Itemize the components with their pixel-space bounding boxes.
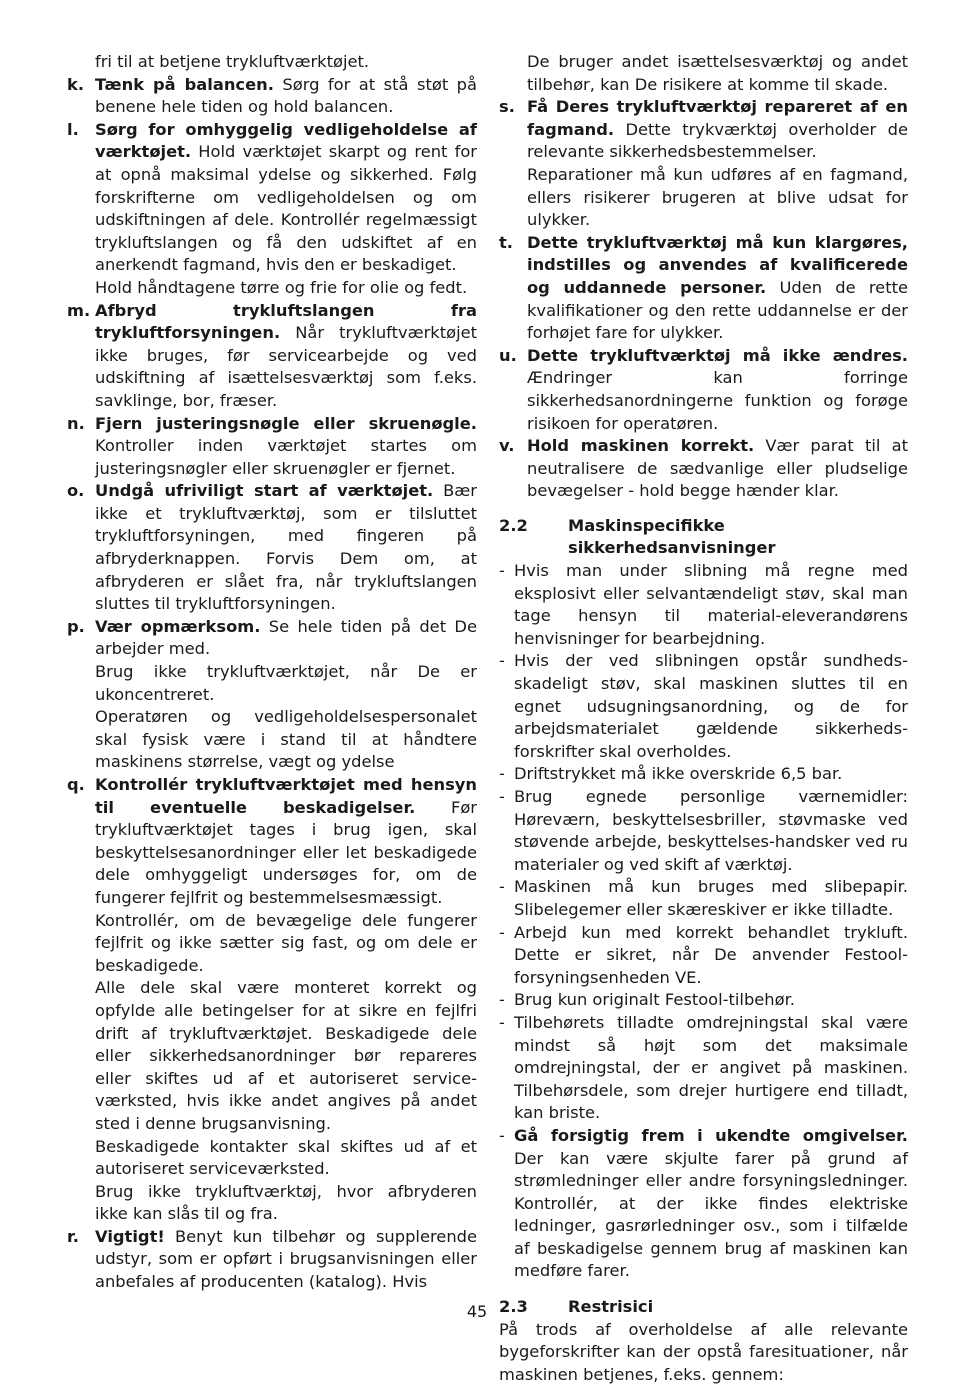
item-paragraph — [95, 1136, 477, 1181]
intro-text: fri til at betjene trykluftværktøjet. — [95, 52, 370, 71]
bullet-lead: Gå forsigtig frem i ukendte omgivelser. — [514, 1125, 908, 1145]
dash-marker: - — [499, 1125, 505, 1145]
section-number: 2.3 — [499, 1297, 528, 1317]
item-label: p. — [67, 616, 85, 636]
item-paragraph — [95, 119, 477, 277]
bullet-text: Hvis man under slibning må regne med eksplosivt eller selvantændeligt støv, skal man tage hensyn til material-eleverandørens henvisninger for bearbejdning. — [514, 561, 908, 648]
right-intro — [499, 51, 908, 96]
left-item-list — [67, 74, 477, 1294]
item-text: Se hele tiden på det De arbejder med. — [95, 616, 477, 659]
item-label: n. — [67, 413, 85, 433]
bullet-item — [499, 876, 908, 921]
item-lead: Få Deres trykluftværktøj repareret af en fagmand. — [527, 97, 908, 139]
dash-marker: - — [499, 990, 505, 1010]
section-title: Maskinspecifikke sikkerhedsanvisninger — [568, 515, 776, 558]
item-label: q. — [67, 775, 85, 794]
item-paragraph — [527, 232, 908, 345]
item-text: Hold værktøjet skarpt og rent for at opnå maksimal ydelse og sikkerhed. Følg forskrifterne om vedligeholdelsen og om udskiftningen af dele. Kontrollér regelmæssigt trykluftslangen og få den udskiftet af en anerkendt fagmand, hvis den er beskadiget. — [95, 142, 477, 275]
section-text: På trods af overholdelse af alle relevante bygeforskrifter kan der opstå faresituationer, når maskinen betjenes, f.eks. gennem: — [499, 1319, 908, 1384]
item-paragraph — [527, 435, 908, 503]
bullet-item — [499, 650, 908, 763]
bullet-text: Maskinen må kun bruges med slibepapir. Slibelegemer eller skæreskiver er ikke tilladte. — [514, 877, 908, 919]
item-text: Vær parat til at neutralisere de sædvanlige eller pludselige bevægelser - hold begge hænder klar. — [527, 436, 908, 501]
list-item — [67, 413, 477, 481]
item-paragraph — [95, 1226, 477, 1294]
item-label: o. — [67, 481, 85, 501]
bullet-text: Der kan være skjulte farer på grund af strømledninger eller andre forsyningsledninger. Kontrollér, at der ikke findes elektriske ledninger, gasrørledninger osv., som i tilfælde af beskadigelse gennem brug af maskinen kan medføre farer. — [514, 1148, 908, 1281]
section-number: 2.2 — [499, 515, 528, 535]
item-paragraph — [95, 74, 477, 119]
dash-marker: - — [499, 787, 505, 806]
item-paragraph — [95, 413, 477, 481]
item-lead: Vigtigt! — [95, 1226, 165, 1246]
bullet-item — [499, 1125, 908, 1283]
item-text: Kontrollér, om de bevægelige dele fungerer fejlfrit og ikke sætter sig fast, og om dele er beskadigede. — [95, 910, 477, 975]
left-intro — [67, 51, 477, 74]
item-paragraph — [95, 480, 477, 616]
item-text: Hold håndtagene tørre og frie for olie og fedt. — [95, 277, 468, 297]
item-text: Før trykluftværktøjet tages i brug igen, skal beskyttelsesanordninger eller let beskadigede dele omhyggeligt undersøges for, om de fungerer fejlfrit og bestemmelsesmæssigt. — [95, 797, 477, 907]
item-paragraph — [95, 277, 477, 300]
item-lead: Kontrollér trykluftværktøjet med hensyn til eventuelle beskadigelser. — [95, 775, 477, 817]
item-lead: Fjern justeringsnøgle eller skruenøgle. — [95, 413, 477, 433]
item-label: v. — [499, 436, 515, 456]
item-text: Når trykluftværktøjet ikke bruges, før servicearbejde og ved udskiftning af isættelsesværktøj som f.eks. savklinge, bor, fræser. — [95, 323, 477, 410]
item-paragraph — [95, 706, 477, 774]
dash-marker: - — [499, 1012, 505, 1032]
list-item — [499, 232, 908, 345]
item-paragraph — [527, 164, 908, 232]
section-heading — [499, 515, 908, 560]
dash-marker: - — [499, 651, 505, 671]
dash-marker: - — [499, 764, 505, 784]
list-item — [67, 774, 477, 1226]
bullet-text: Tilbehørets tilladte omdrejningstal skal være mindst så højt som det maksimale omdrejningstal, der er angivet på maskinen. Tilbehørsdele, som drejer hurtigere end tilladt, kan briste. — [514, 1012, 908, 1123]
right-column — [499, 51, 908, 1386]
item-label: r. — [67, 1226, 79, 1246]
item-text: Benyt kun tilbehør og supplerende udstyr, som er opført i brugsanvisningen eller anbefales af producenten (katalog). Hvis — [95, 1226, 477, 1292]
list-item — [67, 119, 477, 300]
bullet-item — [499, 786, 908, 876]
bullet-list — [499, 560, 908, 1283]
list-item — [67, 300, 477, 413]
item-text: Alle dele skal være monteret korrekt og opfylde alle betingelser for at sikre en fejlfri drift af trykluftværktøjet. Beskadigede dele eller sikkerhedsanordninger bør repareres eller skiftes ud af et autoriseret service-værksted, hvis ikke andet angives på andet sted i denne brugsanvisning. — [95, 978, 477, 1133]
item-text: Reparationer må kun udføres af en fagmand, ellers risikerer brugeren at blive udsat for ulykker. — [527, 164, 908, 230]
item-text: Uden de rette kvalifikationer og den rette uddannelse er der forhøjet fare for ulykker. — [527, 277, 908, 343]
bullet-item — [499, 922, 908, 990]
bullet-text: Brug kun originalt Festool-tilbehør. — [514, 990, 795, 1010]
item-paragraph — [95, 300, 477, 413]
bullet-item — [499, 1012, 908, 1125]
item-paragraph — [95, 1181, 477, 1226]
item-text: Beskadigede kontakter skal skiftes ud af et autoriseret serviceværksted. — [95, 1136, 477, 1179]
list-item — [499, 435, 908, 503]
item-label: u. — [499, 345, 517, 365]
list-item — [67, 74, 477, 119]
list-item — [499, 96, 908, 232]
item-text: Bær ikke et trykluftværktøj, som er tilsluttet trykluftforsyningen, med fingeren på afbryderknappen. Forvis Dem om, at afbryderen er slået fra, når trykluftslangen sluttes til trykluftforsyningen. — [95, 481, 477, 614]
item-text: Brug ikke trykluftværktøjet, når De er ukoncentreret. — [95, 662, 477, 704]
item-paragraph — [95, 774, 477, 910]
item-text: Ændringer kan forringe sikkerhedsanordningerne funktion og forøge risikoen for operatøren. — [527, 368, 908, 433]
item-text: Kontroller inden værktøjet startes om justeringsnøgler eller skruenøgler er fjernet. — [95, 436, 477, 478]
bullet-text: Driftstrykket må ikke overskride 6,5 bar. — [514, 764, 843, 784]
item-lead: Dette trykluftværktøj må ikke ændres. — [527, 345, 908, 365]
dash-marker: - — [499, 877, 505, 897]
item-text: Sørg for at stå støt på benene hele tiden og hold balancen. — [95, 74, 477, 117]
item-label: m. — [67, 300, 91, 320]
item-lead: Dette trykluftværktøj må kun klargøres, indstilles og anvendes af kvalificerede og uddannede personer. — [527, 232, 908, 297]
item-paragraph — [527, 345, 908, 435]
item-label: s. — [499, 97, 515, 117]
item-paragraph — [95, 910, 477, 978]
list-item — [67, 1226, 477, 1294]
bullet-text: Arbejd kun med korrekt behandlet trykluft. Dette er sikret, når De anvender Festool-forsyningsenheden VE. — [514, 922, 908, 987]
item-label: k. — [67, 74, 85, 94]
bullet-item — [499, 989, 908, 1012]
bullet-text: Brug egnede personlige værnemidler: Høreværn, beskyttelsesbriller, støvmaske ved støvende arbejde, beskyttelses-handsker ved ru materialer og ved skift af værktøj. — [514, 787, 908, 874]
item-paragraph — [527, 96, 908, 164]
item-text: Dette trykværktøj overholder de relevante sikkerhedsbestemmelser. — [527, 119, 908, 162]
page-number: 45 — [466, 1302, 488, 1321]
list-item — [499, 345, 908, 435]
item-label: l. — [67, 119, 79, 139]
item-lead: Hold maskinen korrekt. — [527, 436, 755, 456]
bullet-item — [499, 763, 908, 786]
dash-marker: - — [499, 561, 505, 581]
list-item — [67, 616, 477, 774]
item-lead: Afbryd trykluftslangen fra trykluftforsyningen. — [95, 300, 477, 343]
bullet-item — [499, 560, 908, 650]
item-lead: Sørg for omhyggelig vedligeholdelse af værktøjet. — [95, 119, 477, 162]
item-lead: Tænk på balancen. — [95, 74, 274, 94]
right-item-list — [499, 96, 908, 503]
item-lead: Undgå ufriviligt start af værktøjet. — [95, 481, 434, 501]
bullet-text: Hvis der ved slibningen opstår sundheds-skadeligt støv, skal maskinen sluttes til en egnet udsugningsanordning, og de for arbejdsmaterialet gældende sikkerheds-forskrifter skal overholdes. — [514, 651, 908, 761]
left-column — [67, 51, 477, 1294]
item-lead: Vær opmærksom. — [95, 616, 261, 636]
intro-text: De bruger andet isættelsesværktøj og andet tilbehør, kan De risikere at komme til skade. — [527, 52, 908, 94]
dash-marker: - — [499, 922, 505, 942]
item-paragraph — [95, 616, 477, 661]
item-text: Operatøren og vedligeholdelsespersonalet skal fysisk være i stand til at håndtere maskinens størrelse, vægt og ydelse — [95, 707, 477, 772]
list-item — [67, 480, 477, 616]
item-text: Brug ikke trykluftværktøj, hvor afbryderen ikke kan slås til og fra. — [95, 1181, 477, 1224]
section-title: Restrisici — [568, 1297, 654, 1317]
item-label: t. — [499, 232, 513, 252]
item-paragraph — [95, 977, 477, 1135]
item-paragraph — [95, 661, 477, 706]
